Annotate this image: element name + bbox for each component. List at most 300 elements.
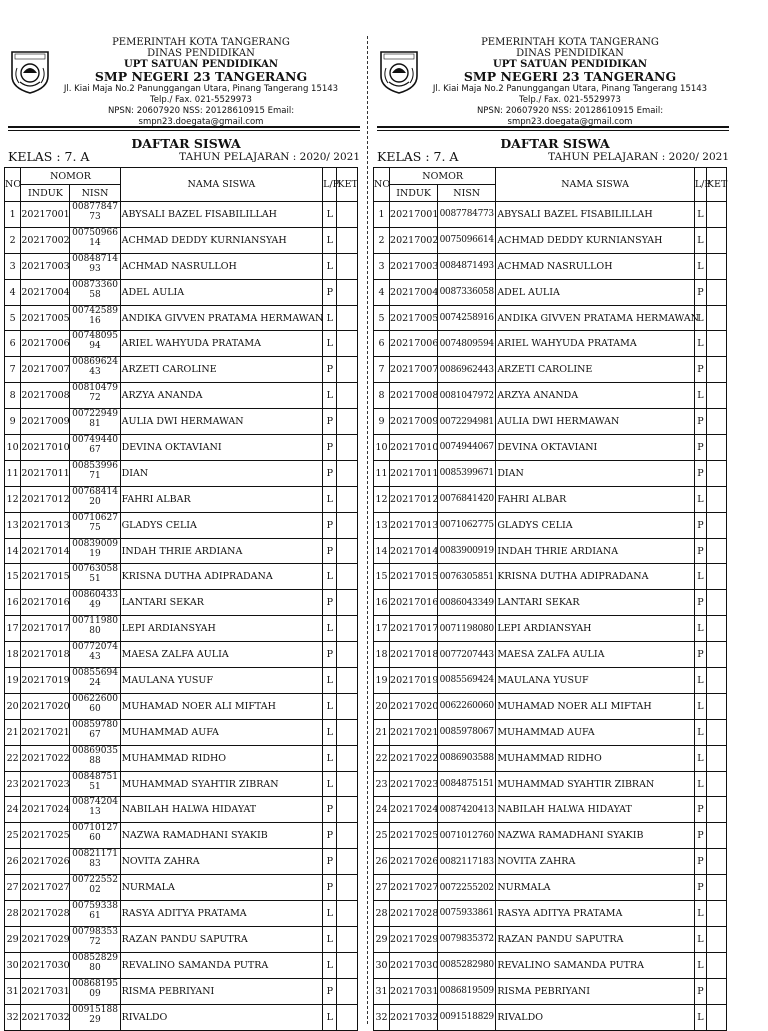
row-lp: L xyxy=(694,253,706,279)
table-row xyxy=(5,1004,358,1030)
cut-line xyxy=(367,36,368,1024)
row-ket xyxy=(706,460,726,486)
student-table xyxy=(4,167,358,1031)
row-induk: 20217001 xyxy=(390,202,438,228)
table-row xyxy=(5,253,358,279)
row-ket xyxy=(706,357,726,383)
row-ket xyxy=(337,952,358,978)
table-row xyxy=(5,202,358,228)
row-no: 1 xyxy=(5,202,21,228)
row-nisn: 0084875151 xyxy=(438,771,496,797)
row-ket xyxy=(706,745,726,771)
row-nama: ANDIKA GIVVEN PRATAMA HERMAWAN xyxy=(496,305,695,331)
row-induk: 20217023 xyxy=(390,771,438,797)
row-no: 30 xyxy=(5,952,21,978)
row-nama: MUHAMMAD RIDHO xyxy=(496,745,695,771)
row-induk: 20217028 xyxy=(21,901,70,927)
row-induk: 20217029 xyxy=(390,926,438,952)
row-ket xyxy=(706,202,726,228)
row-lp: L xyxy=(323,305,337,331)
row-induk: 20217027 xyxy=(21,875,70,901)
table-row xyxy=(374,978,727,1004)
table-row xyxy=(5,926,358,952)
row-nisn: 0086903588 xyxy=(438,745,496,771)
table-row xyxy=(374,901,727,927)
row-induk: 20217019 xyxy=(21,668,70,694)
row-no: 25 xyxy=(374,823,390,849)
row-induk: 20217032 xyxy=(21,1004,70,1030)
table-row xyxy=(374,745,727,771)
row-induk: 20217002 xyxy=(390,227,438,253)
row-nisn: 0086043349 xyxy=(70,590,120,616)
row-nisn: 0082117183 xyxy=(70,849,120,875)
row-induk: 20217005 xyxy=(390,305,438,331)
row-ket xyxy=(337,486,358,512)
unit-line: UPT SATUAN PENDIDIKAN xyxy=(124,59,278,70)
row-nisn: 0076305851 xyxy=(70,564,120,590)
header-rule-thin xyxy=(377,130,729,131)
row-nama: GLADYS CELIA xyxy=(120,512,323,538)
row-no: 13 xyxy=(374,512,390,538)
table-row xyxy=(374,357,727,383)
row-lp: P xyxy=(323,849,337,875)
row-induk: 20217023 xyxy=(21,771,70,797)
row-nisn: 0072255202 xyxy=(438,875,496,901)
row-no: 5 xyxy=(5,305,21,331)
row-nisn: 0071198080 xyxy=(70,616,120,642)
row-no: 12 xyxy=(5,486,21,512)
row-nisn: 0085978067 xyxy=(438,719,496,745)
dept-line: DINAS PENDIDIKAN xyxy=(147,48,255,59)
row-ket xyxy=(337,409,358,435)
row-induk: 20217009 xyxy=(21,409,70,435)
row-no: 3 xyxy=(5,253,21,279)
table-row xyxy=(374,331,727,357)
row-no: 7 xyxy=(374,357,390,383)
row-induk: 20217030 xyxy=(21,952,70,978)
row-induk: 20217032 xyxy=(390,1004,438,1030)
col-no: NO xyxy=(5,168,21,202)
row-nisn: 0085282980 xyxy=(70,952,120,978)
table-row xyxy=(5,875,358,901)
row-no: 28 xyxy=(5,901,21,927)
row-ket xyxy=(337,693,358,719)
row-induk: 20217018 xyxy=(390,642,438,668)
row-ket xyxy=(706,486,726,512)
col-nomor: NOMOR xyxy=(390,168,496,185)
table-row xyxy=(374,486,727,512)
row-ket xyxy=(706,797,726,823)
row-nama: ARIEL WAHYUDA PRATAMA xyxy=(120,331,323,357)
row-induk: 20217024 xyxy=(21,797,70,823)
row-induk: 20217015 xyxy=(21,564,70,590)
row-ket xyxy=(706,409,726,435)
table-row xyxy=(374,693,727,719)
row-nisn: 0083900919 xyxy=(438,538,496,564)
table-row xyxy=(5,901,358,927)
row-lp: L xyxy=(694,719,706,745)
table-row xyxy=(5,435,358,461)
school-name: SMP NEGERI 23 TANGERANG xyxy=(94,69,308,84)
row-nama: RAZAN PANDU SAPUTRA xyxy=(496,926,695,952)
row-no: 8 xyxy=(374,383,390,409)
row-induk: 20217022 xyxy=(390,745,438,771)
row-ket xyxy=(337,512,358,538)
row-nama: DEVINA OKTAVIANI xyxy=(120,435,323,461)
col-lp: L/P xyxy=(694,168,706,202)
row-ket xyxy=(337,227,358,253)
row-no: 14 xyxy=(5,538,21,564)
row-ket xyxy=(706,823,726,849)
row-no: 10 xyxy=(374,435,390,461)
row-nama: ABYSALI BAZEL FISABILILLAH xyxy=(120,202,323,228)
table-row xyxy=(5,719,358,745)
row-no: 27 xyxy=(5,875,21,901)
col-nisn: NISN xyxy=(438,185,496,202)
row-ket xyxy=(706,512,726,538)
col-nisn: NISN xyxy=(70,185,120,202)
row-ket xyxy=(706,305,726,331)
row-ket xyxy=(337,279,358,305)
row-nisn: 0074944067 xyxy=(70,435,120,461)
row-nisn: 0086903588 xyxy=(70,745,120,771)
row-ket xyxy=(337,253,358,279)
table-row xyxy=(374,1004,727,1030)
row-nisn: 0074258916 xyxy=(70,305,120,331)
row-ket xyxy=(706,978,726,1004)
city-seal-logo xyxy=(377,46,421,94)
row-induk: 20217002 xyxy=(21,227,70,253)
row-nama: ABYSALI BAZEL FISABILILLAH xyxy=(496,202,695,228)
row-induk: 20217027 xyxy=(390,875,438,901)
row-no: 17 xyxy=(374,616,390,642)
row-lp: P xyxy=(694,512,706,538)
row-no: 29 xyxy=(5,926,21,952)
row-nama: RASYA ADITYA PRATAMA xyxy=(120,901,323,927)
left-copy xyxy=(4,0,368,1024)
row-no: 16 xyxy=(374,590,390,616)
row-no: 4 xyxy=(374,279,390,305)
table-row xyxy=(374,719,727,745)
table-row xyxy=(374,590,727,616)
col-nama: NAMA SISWA xyxy=(496,168,695,202)
table-row xyxy=(5,952,358,978)
class-label: KELAS : 7. A xyxy=(8,149,90,164)
row-nama: LANTARI SEKAR xyxy=(120,590,323,616)
row-induk: 20217026 xyxy=(390,849,438,875)
row-induk: 20217004 xyxy=(390,279,438,305)
row-induk: 20217014 xyxy=(390,538,438,564)
row-nisn: 0062260060 xyxy=(70,693,120,719)
row-nama: ARZETI CAROLINE xyxy=(120,357,323,383)
row-induk: 20217016 xyxy=(21,590,70,616)
row-ket xyxy=(706,952,726,978)
header-rule-thick xyxy=(377,126,729,128)
table-row xyxy=(374,952,727,978)
row-induk: 20217019 xyxy=(390,668,438,694)
row-no: 23 xyxy=(5,771,21,797)
table-row xyxy=(374,305,727,331)
row-nama: AULIA DWI HERMAWAN xyxy=(496,409,695,435)
table-row xyxy=(374,460,727,486)
row-no: 14 xyxy=(374,538,390,564)
row-nama: DIAN xyxy=(120,460,323,486)
row-ket xyxy=(706,564,726,590)
table-row xyxy=(374,849,727,875)
row-ket xyxy=(706,253,726,279)
row-no: 18 xyxy=(374,642,390,668)
row-nisn: 0072255202 xyxy=(70,875,120,901)
row-ket xyxy=(337,331,358,357)
table-row xyxy=(5,978,358,1004)
table-row xyxy=(5,590,358,616)
row-induk: 20217006 xyxy=(21,331,70,357)
row-nisn: 0074944067 xyxy=(438,435,496,461)
row-induk: 20217004 xyxy=(21,279,70,305)
row-no: 5 xyxy=(374,305,390,331)
row-induk: 20217008 xyxy=(390,383,438,409)
row-nama: ARZETI CAROLINE xyxy=(496,357,695,383)
row-nama: ADEL AULIA xyxy=(120,279,323,305)
row-ket xyxy=(337,771,358,797)
row-induk: 20217029 xyxy=(21,926,70,952)
row-nisn: 0085399671 xyxy=(438,460,496,486)
row-nama: RAZAN PANDU SAPUTRA xyxy=(120,926,323,952)
row-lp: L xyxy=(694,227,706,253)
row-ket xyxy=(337,202,358,228)
row-lp: P xyxy=(694,978,706,1004)
table-row xyxy=(374,538,727,564)
row-ket xyxy=(337,357,358,383)
row-lp: P xyxy=(694,460,706,486)
row-nisn: 0087420413 xyxy=(438,797,496,823)
row-nama: RISMA PEBRIYANI xyxy=(120,978,323,1004)
row-nisn: 0076841420 xyxy=(70,486,120,512)
phone-line: Telp./ Fax. 021-5529973 xyxy=(519,95,621,105)
row-ket xyxy=(337,901,358,927)
doc-title: DAFTAR SISWA xyxy=(500,136,610,151)
row-lp: L xyxy=(323,901,337,927)
row-induk: 20217031 xyxy=(390,978,438,1004)
row-nisn: 0071012760 xyxy=(438,823,496,849)
table-row xyxy=(374,409,727,435)
row-induk: 20217006 xyxy=(390,331,438,357)
row-ket xyxy=(337,1004,358,1030)
row-no: 21 xyxy=(5,719,21,745)
row-nisn: 0085569424 xyxy=(70,668,120,694)
row-nisn: 0087336058 xyxy=(438,279,496,305)
row-no: 6 xyxy=(374,331,390,357)
row-ket xyxy=(706,331,726,357)
row-induk: 20217012 xyxy=(390,486,438,512)
row-induk: 20217017 xyxy=(21,616,70,642)
table-row xyxy=(5,538,358,564)
row-ket xyxy=(337,926,358,952)
row-no: 12 xyxy=(374,486,390,512)
row-ket xyxy=(337,305,358,331)
row-lp: L xyxy=(323,771,337,797)
col-nomor: NOMOR xyxy=(21,168,120,185)
school-year-label: TAHUN PELAJARAN : 2020/ 2021 xyxy=(179,151,360,163)
row-nama: MUHAMMAD SYAHTIR ZIBRAN xyxy=(120,771,323,797)
row-nisn: 0074258916 xyxy=(438,305,496,331)
row-no: 15 xyxy=(5,564,21,590)
row-nisn: 0074809594 xyxy=(70,331,120,357)
row-nisn: 0084871493 xyxy=(70,253,120,279)
table-row xyxy=(5,797,358,823)
right-copy xyxy=(373,0,737,1024)
row-ket xyxy=(706,849,726,875)
row-nama: ACHMAD DEDDY KURNIANSYAH xyxy=(120,227,323,253)
table-row xyxy=(374,926,727,952)
row-no: 13 xyxy=(5,512,21,538)
row-nama: MUHAMAD NOER ALI MIFTAH xyxy=(496,693,695,719)
row-ket xyxy=(706,901,726,927)
row-induk: 20217028 xyxy=(390,901,438,927)
row-nama: AULIA DWI HERMAWAN xyxy=(120,409,323,435)
col-ket: KET xyxy=(706,168,726,202)
letterhead xyxy=(417,37,723,128)
row-lp: L xyxy=(694,383,706,409)
row-ket xyxy=(706,279,726,305)
row-no: 2 xyxy=(5,227,21,253)
row-nama: ACHMAD DEDDY KURNIANSYAH xyxy=(496,227,695,253)
row-lp: P xyxy=(694,797,706,823)
table-row xyxy=(374,668,727,694)
row-nama: LEPI ARDIANSYAH xyxy=(496,616,695,642)
row-nisn: 0075933861 xyxy=(438,901,496,927)
address-line: Jl. Kiai Maja No.2 Panunggangan Utara, Pinang Tangerang 15143 xyxy=(432,84,708,94)
table-row xyxy=(5,823,358,849)
row-nisn: 0077207443 xyxy=(438,642,496,668)
row-nisn: 0086819509 xyxy=(70,978,120,1004)
row-nama: ARIEL WAHYUDA PRATAMA xyxy=(496,331,695,357)
table-row xyxy=(374,564,727,590)
row-nama: NAZWA RAMADHANI SYAKIB xyxy=(120,823,323,849)
table-row xyxy=(5,486,358,512)
row-induk: 20217031 xyxy=(21,978,70,1004)
row-lp: P xyxy=(694,435,706,461)
row-ket xyxy=(337,590,358,616)
row-nisn: 0086819509 xyxy=(438,978,496,1004)
row-nisn: 0071062775 xyxy=(438,512,496,538)
table-row xyxy=(374,875,727,901)
row-nisn: 0085569424 xyxy=(438,668,496,694)
row-induk: 20217010 xyxy=(21,435,70,461)
col-induk: INDUK xyxy=(21,185,70,202)
row-nama: REVALINO SAMANDA PUTRA xyxy=(120,952,323,978)
row-no: 26 xyxy=(374,849,390,875)
row-lp: L xyxy=(323,693,337,719)
row-ket xyxy=(337,383,358,409)
row-nama: FAHRI ALBAR xyxy=(120,486,323,512)
row-lp: P xyxy=(694,875,706,901)
row-no: 22 xyxy=(5,745,21,771)
row-nama: NOVITA ZAHRA xyxy=(496,849,695,875)
row-induk: 20217016 xyxy=(390,590,438,616)
row-lp: L xyxy=(694,926,706,952)
row-nisn: 0085978067 xyxy=(70,719,120,745)
row-induk: 20217020 xyxy=(390,693,438,719)
table-row xyxy=(5,383,358,409)
row-nisn: 0087420413 xyxy=(70,797,120,823)
row-nama: MAESA ZALFA AULIA xyxy=(496,642,695,668)
col-nama: NAMA SISWA xyxy=(120,168,323,202)
row-nisn: 0075933861 xyxy=(70,901,120,927)
row-nisn: 0075096614 xyxy=(438,227,496,253)
row-induk: 20217018 xyxy=(21,642,70,668)
row-lp: L xyxy=(694,331,706,357)
row-nama: KRISNA DUTHA ADIPRADANA xyxy=(120,564,323,590)
row-no: 18 xyxy=(5,642,21,668)
table-row xyxy=(374,227,727,253)
row-no: 4 xyxy=(5,279,21,305)
row-induk: 20217015 xyxy=(390,564,438,590)
row-ket xyxy=(706,227,726,253)
row-ket xyxy=(706,642,726,668)
dept-line: DINAS PENDIDIKAN xyxy=(516,48,624,59)
row-induk: 20217012 xyxy=(21,486,70,512)
table-row xyxy=(5,409,358,435)
row-nama: RASYA ADITYA PRATAMA xyxy=(496,901,695,927)
row-lp: L xyxy=(694,952,706,978)
row-no: 32 xyxy=(374,1004,390,1030)
row-induk: 20217005 xyxy=(21,305,70,331)
table-row xyxy=(374,771,727,797)
row-lp: L xyxy=(323,926,337,952)
row-lp: L xyxy=(694,486,706,512)
row-lp: P xyxy=(323,512,337,538)
row-nama: LANTARI SEKAR xyxy=(496,590,695,616)
row-ket xyxy=(337,538,358,564)
row-lp: P xyxy=(323,823,337,849)
row-lp: P xyxy=(323,538,337,564)
row-no: 19 xyxy=(5,668,21,694)
row-nama: REVALINO SAMANDA PUTRA xyxy=(496,952,695,978)
row-nama: INDAH THRIE ARDIANA xyxy=(496,538,695,564)
letterhead xyxy=(48,37,354,128)
row-induk: 20217003 xyxy=(390,253,438,279)
col-induk: INDUK xyxy=(390,185,438,202)
row-nama: ACHMAD NASRULLOH xyxy=(120,253,323,279)
row-ket xyxy=(706,693,726,719)
row-lp: L xyxy=(323,486,337,512)
table-row xyxy=(5,279,358,305)
row-lp: P xyxy=(323,978,337,1004)
row-lp: L xyxy=(694,564,706,590)
row-lp: L xyxy=(694,668,706,694)
row-no: 21 xyxy=(374,719,390,745)
row-no: 6 xyxy=(5,331,21,357)
row-nisn: 0081047972 xyxy=(438,383,496,409)
table-row xyxy=(5,668,358,694)
row-nama: GLADYS CELIA xyxy=(496,512,695,538)
row-lp: L xyxy=(323,331,337,357)
row-no: 2 xyxy=(374,227,390,253)
row-nisn: 0086043349 xyxy=(438,590,496,616)
row-induk: 20217020 xyxy=(21,693,70,719)
row-lp: P xyxy=(323,435,337,461)
gov-line: PEMERINTAH KOTA TANGERANG xyxy=(481,37,659,48)
row-lp: L xyxy=(323,952,337,978)
gov-line: PEMERINTAH KOTA TANGERANG xyxy=(112,37,290,48)
row-lp: P xyxy=(694,823,706,849)
row-induk: 20217021 xyxy=(390,719,438,745)
table-row xyxy=(5,849,358,875)
table-row xyxy=(374,253,727,279)
row-nisn: 0084875151 xyxy=(70,771,120,797)
row-no: 10 xyxy=(5,435,21,461)
